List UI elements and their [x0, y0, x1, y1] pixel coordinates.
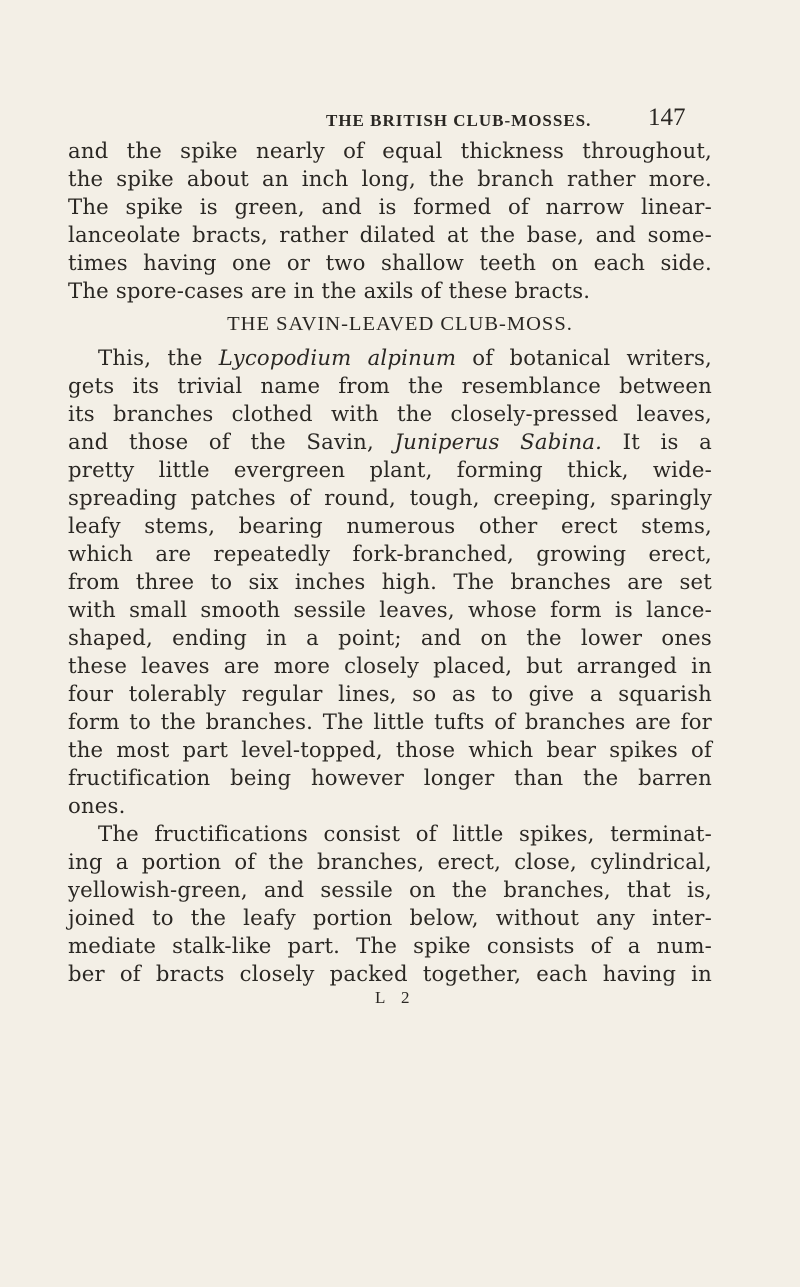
- text-line: which are repeatedly fork-branched, growing erect,: [68, 541, 712, 566]
- text-line: ing a portion of the branches, erect, close, cylindrical,: [68, 849, 712, 874]
- text-line: times having one or two shallow teeth on each side.: [68, 250, 712, 275]
- text-line: gets its trivial name from the resemblance between: [68, 373, 712, 398]
- text-line: the most part level-topped, those which bear spikes of: [68, 737, 712, 762]
- text-run: of botanical writers,: [456, 345, 712, 370]
- text-line: yellowish-green, and sessile on the branches, that is,: [68, 877, 712, 902]
- text-run: It is a: [602, 429, 712, 454]
- text-line: ones.: [68, 793, 126, 818]
- text-line: pretty little evergreen plant, forming thick, wide-: [68, 457, 712, 482]
- species-name: Lycopodium alpinum: [218, 345, 457, 370]
- text-line: ber of bracts closely packed together, each having in: [68, 961, 712, 986]
- text-line: The fructifications consist of little spikes, terminat-: [98, 821, 712, 846]
- text-line: four tolerably regular lines, so as to give a squarish: [68, 681, 712, 706]
- page-number: 147: [648, 104, 686, 131]
- text-line: The spore-cases are in the axils of these bracts.: [68, 278, 591, 303]
- text-line: these leaves are more closely placed, but arranged in: [68, 653, 712, 678]
- text-line: mediate stalk-like part. The spike consists of a num-: [68, 933, 712, 958]
- text-line: shaped, ending in a point; and on the lower ones: [68, 625, 712, 650]
- text-line: with small smooth sessile leaves, whose form is lance-: [68, 597, 712, 622]
- text-line: [68, 428, 712, 456]
- text-line: lanceolate bracts, rather dilated at the base, and some-: [68, 222, 712, 247]
- signature-mark: L 2: [375, 988, 416, 1007]
- running-title: THE BRITISH CLUB-MOSSES.: [326, 111, 592, 130]
- text-line: spreading patches of round, tough, creeping, sparingly: [68, 485, 712, 510]
- text-line: The spike is green, and is formed of narrow linear-: [68, 194, 712, 219]
- section-heading: THE SAVIN-LEAVED CLUB-MOSS.: [227, 313, 573, 335]
- text-line: form to the branches. The little tufts of branches are for: [68, 709, 712, 734]
- text-line: its branches clothed with the closely-pressed leaves,: [68, 401, 712, 426]
- text-run: and those of the Savin,: [68, 429, 395, 454]
- text-line: fructification being however longer than the barren: [68, 765, 712, 790]
- text-line: and the spike nearly of equal thickness throughout,: [68, 138, 712, 163]
- text-line: leafy stems, bearing numerous other erect stems,: [68, 513, 712, 538]
- text-line: from three to six inches high. The branches are set: [68, 569, 712, 594]
- text-line: [98, 344, 712, 372]
- text-run: This, the: [98, 345, 219, 370]
- text-line: joined to the leafy portion below, without any inter-: [68, 905, 712, 930]
- text-line: the spike about an inch long, the branch rather more.: [68, 166, 712, 191]
- species-name: Juniperus Sabina.: [394, 429, 603, 454]
